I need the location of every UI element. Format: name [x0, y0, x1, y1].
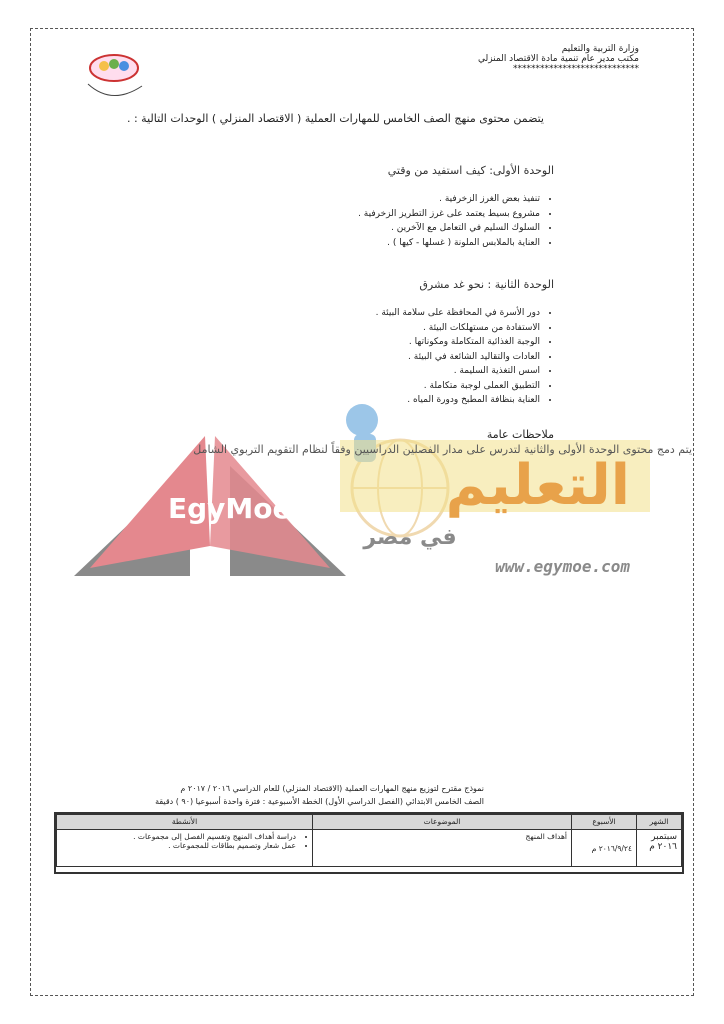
list-item: • العادات والتقاليد الشائعة في البيئة . — [376, 350, 540, 365]
office-name: مكتب مدير عام تنمية مادة الاقتصاد المنزلي — [477, 54, 639, 64]
cell-week: ٢٠١٦/٩/٢٤ م — [572, 830, 637, 867]
list-item: • مشروع بسيط يعتمد على غرز التطريز الزخرفية . — [358, 207, 540, 222]
stars-line: **************************** — [513, 64, 639, 74]
list-item: • دراسة أهداف المنهج وتقسيم الفصل إلى مجموعات . — [61, 832, 296, 841]
list-item: • العناية بالملابس الملونة ( غسلها - كيها ) . — [358, 236, 540, 251]
watermark-arabic-main: التعليم — [445, 453, 630, 518]
plan-subtitle: الصف الخامس الابتدائي (الفصل الدراسي الأول) الخطة الأسبوعية : فترة واحدة أسبوعيا (٩٠ ) دقيقة — [155, 797, 484, 806]
intro-text: يتضمن محتوى منهج الصف الخامس للمهارات العملية ( الاقتصاد المنزلي ) الوحدات التالية : . — [126, 112, 544, 125]
ministry-logo — [82, 44, 150, 104]
header-week: الأسبوع — [572, 815, 637, 830]
list-item: • الاستفادة من مستهلكات البيئة . — [376, 321, 540, 336]
ministry-header — [379, 44, 639, 74]
unit2-list — [376, 306, 554, 408]
unit1-list — [358, 192, 554, 250]
plan-table — [56, 814, 682, 867]
list-item: • عمل شعار وتصميم بطاقات للمجموعات . — [61, 841, 296, 850]
unit1-title: الوحدة الأولى: كيف استفيد من وقتي — [387, 164, 554, 177]
list-item: • اسس التغذية السليمة . — [376, 364, 540, 379]
egymoe-watermark — [70, 396, 670, 586]
list-item: • دور الأسرة في المحافظة على سلامة البيئة . — [376, 306, 540, 321]
cell-activities — [57, 830, 313, 867]
list-item: • العناية بنظافة المطبخ ودورة المياه . — [376, 393, 540, 408]
header-topics: الموضوعات — [313, 815, 572, 830]
watermark-url: www.egymoe.com — [495, 557, 630, 576]
notes-title: ملاحظات عامة — [486, 428, 554, 441]
unit2-title: الوحدة الثانية : نحو غد مشرق — [419, 278, 554, 291]
watermark-arabic-sub: في مصر — [363, 525, 457, 550]
header-month: الشهر — [637, 815, 682, 830]
header-activities: الأنشطة — [57, 815, 313, 830]
cell-month: سبتمبر ٢٠١٦ م — [637, 830, 682, 867]
cell-topic: أهداف المنهج — [313, 830, 572, 867]
plan-title: نموذج مقترح لتوزيع منهج المهارات العملية (الاقتصاد المنزلي) للعام الدراسي ٢٠١٦ / ٢٠١٧ م — [180, 784, 484, 793]
list-item: • الوجبة الغذائية المتكاملة ومكوناتها . — [376, 335, 540, 350]
table-header-row — [57, 815, 682, 830]
notes-text: يتم دمج محتوى الوحدة الأولى والثانية لتدرس على مدار الفصلين الدراسيين وفقاً لنظام التقويم التربوي الشامل — [193, 443, 692, 456]
table-row — [57, 830, 682, 867]
watermark-brand: EgyMoe — [168, 492, 292, 525]
ministry-name: وزارة التربية والتعليم — [561, 44, 639, 54]
list-item: • التطبيق العملى لوجبة متكاملة . — [376, 379, 540, 394]
list-item: • تنفيذ بعض الغرز الزخرفية . — [358, 192, 540, 207]
list-item: • السلوك السليم في التعامل مع الآخرين . — [358, 221, 540, 236]
